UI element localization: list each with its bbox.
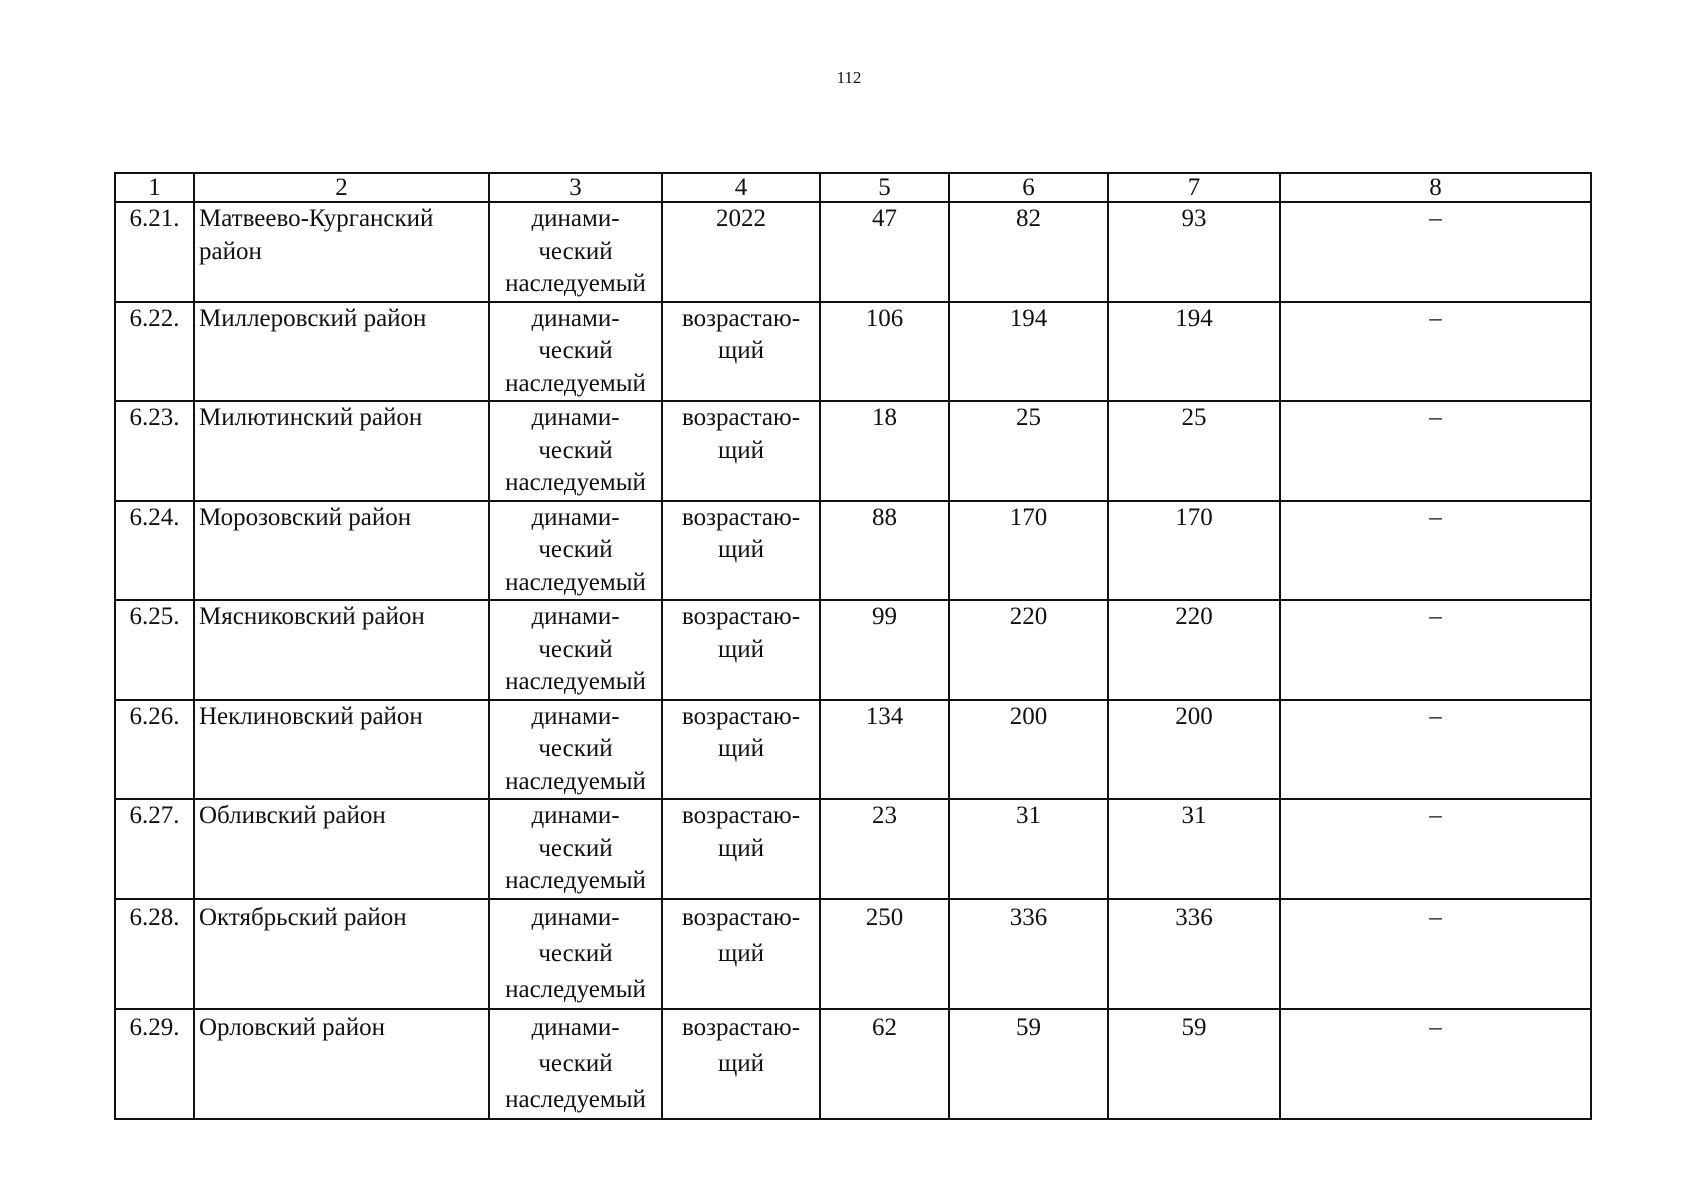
type-cell: динами- ческий наследуемый (489, 202, 662, 302)
district-name-cell: Неклиновский район (194, 700, 489, 800)
column-5-cell: 47 (820, 202, 949, 302)
row-number-cell: 6.24. (115, 501, 194, 601)
column-6-cell: 25 (949, 401, 1108, 501)
header-cell: 1 (115, 173, 194, 202)
header-cell: 7 (1108, 173, 1280, 202)
header-cell: 8 (1280, 173, 1591, 202)
column-7-cell: 93 (1108, 202, 1280, 302)
column-5-cell: 106 (820, 302, 949, 402)
table-row (115, 302, 1591, 402)
row-number-cell: 6.29. (115, 1009, 194, 1119)
column-4-cell: возрастаю- щий (662, 401, 820, 501)
column-4-cell: возрастаю- щий (662, 799, 820, 899)
table-row (115, 501, 1591, 601)
row-number-cell: 6.28. (115, 899, 194, 1009)
row-number-cell: 6.22. (115, 302, 194, 402)
district-name-cell: Мясниковский район (194, 600, 489, 700)
column-8-cell: – (1280, 401, 1591, 501)
column-4-cell: 2022 (662, 202, 820, 302)
header-row (115, 173, 1591, 202)
type-cell: динами- ческий наследуемый (489, 1009, 662, 1119)
column-8-cell: – (1280, 1009, 1591, 1119)
type-cell: динами- ческий наследуемый (489, 501, 662, 601)
header-cell: 5 (820, 173, 949, 202)
district-name-cell: Обливский район (194, 799, 489, 899)
table-row (115, 899, 1591, 1009)
column-8-cell: – (1280, 302, 1591, 402)
column-6-cell: 194 (949, 302, 1108, 402)
header-cell: 3 (489, 173, 662, 202)
district-name-cell: Октябрьский район (194, 899, 489, 1009)
district-name-cell: Милютинский район (194, 401, 489, 501)
type-cell: динами- ческий наследуемый (489, 700, 662, 800)
data-table (114, 172, 1592, 1120)
column-7-cell: 200 (1108, 700, 1280, 800)
type-cell: динами- ческий наследуемый (489, 899, 662, 1009)
table-row (115, 799, 1591, 899)
row-number-cell: 6.27. (115, 799, 194, 899)
type-cell: динами- ческий наследуемый (489, 600, 662, 700)
district-name-cell: Орловский район (194, 1009, 489, 1119)
column-6-cell: 82 (949, 202, 1108, 302)
type-cell: динами- ческий наследуемый (489, 799, 662, 899)
column-4-cell: возрастаю- щий (662, 899, 820, 1009)
column-6-cell: 336 (949, 899, 1108, 1009)
district-name-cell: Морозовский район (194, 501, 489, 601)
column-4-cell: возрастаю- щий (662, 600, 820, 700)
column-6-cell: 31 (949, 799, 1108, 899)
column-7-cell: 31 (1108, 799, 1280, 899)
column-8-cell: – (1280, 501, 1591, 601)
table-row (115, 700, 1591, 800)
column-6-cell: 200 (949, 700, 1108, 800)
page-number: 112 (836, 68, 862, 87)
row-number-cell: 6.25. (115, 600, 194, 700)
header-cell: 4 (662, 173, 820, 202)
table-row (115, 1009, 1591, 1119)
district-name-cell: Матвеево-Курганский район (194, 202, 489, 302)
column-8-cell: – (1280, 600, 1591, 700)
column-8-cell: – (1280, 799, 1591, 899)
column-7-cell: 170 (1108, 501, 1280, 601)
district-name-cell: Миллеровский район (194, 302, 489, 402)
column-8-cell: – (1280, 700, 1591, 800)
row-number-cell: 6.23. (115, 401, 194, 501)
column-8-cell: – (1280, 202, 1591, 302)
column-7-cell: 59 (1108, 1009, 1280, 1119)
column-5-cell: 62 (820, 1009, 949, 1119)
header-cell: 6 (949, 173, 1108, 202)
column-7-cell: 25 (1108, 401, 1280, 501)
column-4-cell: возрастаю- щий (662, 1009, 820, 1119)
column-8-cell: – (1280, 899, 1591, 1009)
column-7-cell: 336 (1108, 899, 1280, 1009)
column-7-cell: 220 (1108, 600, 1280, 700)
column-5-cell: 99 (820, 600, 949, 700)
column-5-cell: 18 (820, 401, 949, 501)
header-cell: 2 (194, 173, 489, 202)
column-6-cell: 220 (949, 600, 1108, 700)
column-5-cell: 88 (820, 501, 949, 601)
row-number-cell: 6.26. (115, 700, 194, 800)
column-4-cell: возрастаю- щий (662, 302, 820, 402)
column-6-cell: 170 (949, 501, 1108, 601)
column-4-cell: возрастаю- щий (662, 700, 820, 800)
table-row (115, 202, 1591, 302)
table-row (115, 600, 1591, 700)
row-number-cell: 6.21. (115, 202, 194, 302)
type-cell: динами- ческий наследуемый (489, 302, 662, 402)
type-cell: динами- ческий наследуемый (489, 401, 662, 501)
column-5-cell: 23 (820, 799, 949, 899)
table-row (115, 401, 1591, 501)
column-4-cell: возрастаю- щий (662, 501, 820, 601)
column-6-cell: 59 (949, 1009, 1108, 1119)
column-5-cell: 250 (820, 899, 949, 1009)
column-5-cell: 134 (820, 700, 949, 800)
column-7-cell: 194 (1108, 302, 1280, 402)
